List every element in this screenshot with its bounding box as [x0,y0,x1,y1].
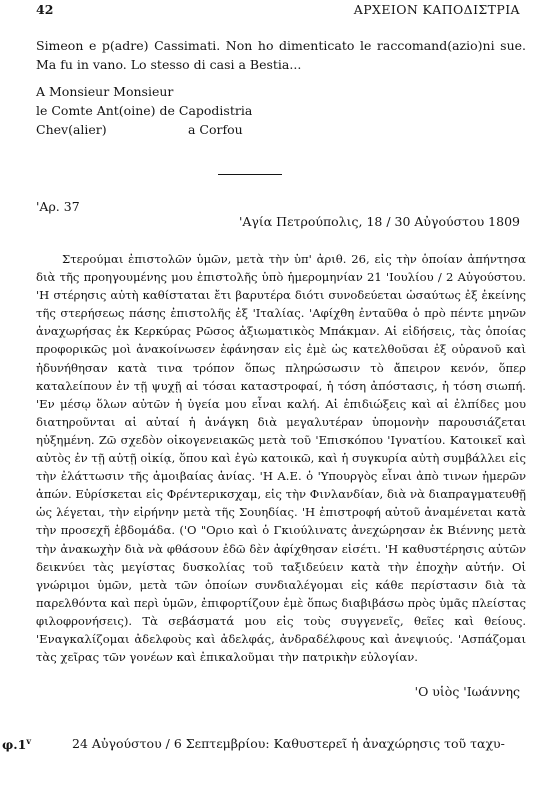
letter-place-date: 'Αγία Πετρούπολις, 18 / 30 Αὐγούστου 1809 [238,214,520,229]
address-line-3-right: a Corfou [188,122,243,137]
folio-marker [2,736,31,752]
page-header [36,2,520,22]
running-title: ΑΡΧΕΙΟΝ ΚΑΠΟΔΙΣΤΡΙΑ [353,2,520,17]
address-line-1: A Monsieur Monsieur [36,84,174,99]
next-entry-heading: 24 Αὐγούστου / 6 Σεπτεμβρίου: Καθυστερεῖ ἡ ἀναχώρησις τοῦ ταχυ- [72,736,505,751]
letter-body [36,250,526,666]
folio-label: φ.1 [2,737,27,753]
intro-paragraph: Simeon e p(adre) Cassimati. Non ho dimenticato le raccomand(azio)ni sue. Ma fu in vano. Lo stesso di casi a Bestia... [36,38,526,72]
address-line-2: le Comte Ant(oine) de Capodistria [36,103,253,118]
folio-superscript: v [26,736,32,746]
letter-number: 'Αρ. 37 [36,199,80,214]
address-line-3-left: Chev(alier) [36,122,107,137]
letter-signature: 'Ο υἱὸς 'Ιωάννης [414,684,520,699]
section-divider [218,174,282,175]
address-line-3 [36,120,526,139]
page-number: 42 [36,2,54,17]
address-block [36,82,526,139]
letter-body-paragraph: Στερούμαι ἐπιστολῶν ὑμῶν, μετὰ τὴν ὑπ' ἀριθ. 26, εἰς τὴν ὁποίαν ἀπήντησα διὰ τῆς προηγουμένης μου ἐπιστολῆς ὑπὸ ἡμερομηνίαν 21 'Ιουλίου / 2 Αὐγούστου. 'Η στέρησις αὐτὴ καθίσταται ἔτι βαρυτέρα διότι συνοδεύεται ὡσαύτως ἐξ ἐκείνης τῆς στερήσεως πάσης ἐπιστολῆς ἐξ 'Ιταλίας. 'Αφίχθη ἐνταῦθα ὁ πρὸ πέντε μηνῶν ἀναχωρήσας ἐκ Κερκύρας Ρῶσος ἀξιωματικὸς Μπάκμαν. Αἱ εἰδήσεις, τὰς ὁποίας προφορικῶς μοὶ ἀνακοίνωσεν ἐφάνησαν εἰς ἐμὲ ὡς κατελθοῦσαι ἐξ οὐρανοῦ καὶ ἠδυνήθησαν κατὰ τινα τρόπον ὅπως πληρώσωσιν τὸ ἄπειρον κενόν, ὅπερ καταλείπουν ἐν τῇ ψυχῇ αἱ τόσαι καταστροφαί, ἡ τόση ἀπόστασις, ἡ τόση σιωπή. 'Εν μέσῳ ὅλων αὐτῶν ἡ ὑγεία μου εἶναι καλή. Αἱ ἐπιδιώξεις καὶ αἱ ἐλπίδες μου διατηροῦνται αἱ αὐταί ἡ ἀνάγκη διὰ μεγαλυτέραν ὑπομονὴν παρουσιάζεται ηὐξημένη. Ζῶ σχεδὸν οἰκογενειακῶς μετὰ τοῦ 'Επισκόπου 'Ιγνατίου. Κατοικεῖ καὶ αὐτὸς ἐν τῇ αὐτῇ οἰκίᾳ, ὅπου καὶ ἐγὼ κατοικῶ, καὶ ἡ συγκυρία αὐτὴ συμβάλλει εἰς τὴν ἐλάττωσιν τῆς ἀμοιβαίας ἀνίας. 'Η Α.Ε. ὁ 'Υπουργὸς εἶναι ἀπὸ τινων ἡμερῶν ἀπών. Εὑρίσκεται εἰς Φρέντερικσχαμ, εἰς τὴν Φινλανδίαν, διὰ νὰ διαπραγματευθῇ ὡς λέγεται, τὴν εἰρήνην μετὰ τῆς Σουηδίας. 'Η ἐπιστροφή αὐτοῦ ἀναμένεται κατὰ τὴν προσεχῆ ἑβδομάδα. ('Ο "Οριο καὶ ὁ Γκιούλινατς ἀνεχώρησαν ἐκ Βιέννης μετὰ τὴν ἀνακωχὴν διὰ νὰ φθάσουν ἐδῶ δὲν ἀφίχθησαν εἰσέτι. 'Η καθυστέρησις αὐτῶν δεικνύει τὰς μεγίστας δυσκολίας τοῦ ταξιδεύειν κατὰ τὴν ἐποχὴν αὐτήν. Οἱ γνώριμοι ὑμῶν, μετὰ τῶν ὁποίων συνδιαλέγομαι εἰς κάθε περίστασιν διὰ τὰ παρελθόντα καὶ περὶ ὑμῶν, ἐπιφορτίζουν ἐμὲ ὅπως διαβιβάσω πρὸς ὑμᾶς πλείστας φιλοφρονήσεις). Τὰ σεβάσματά μου εἰς τοὺς συγγενεῖς, θεῖες καὶ θείους. 'Εναγκαλίζομαι ἀδελφοὺς καὶ ἀδελφάς, ἀνδραδέλφους καὶ ἀνεψιούς. 'Ασπάζομαι τὰς χεῖρας τῶν γονέων καὶ ἐπικαλοῦμαι τὴν πατρικὴν εὐλογίαν. [36,252,526,665]
